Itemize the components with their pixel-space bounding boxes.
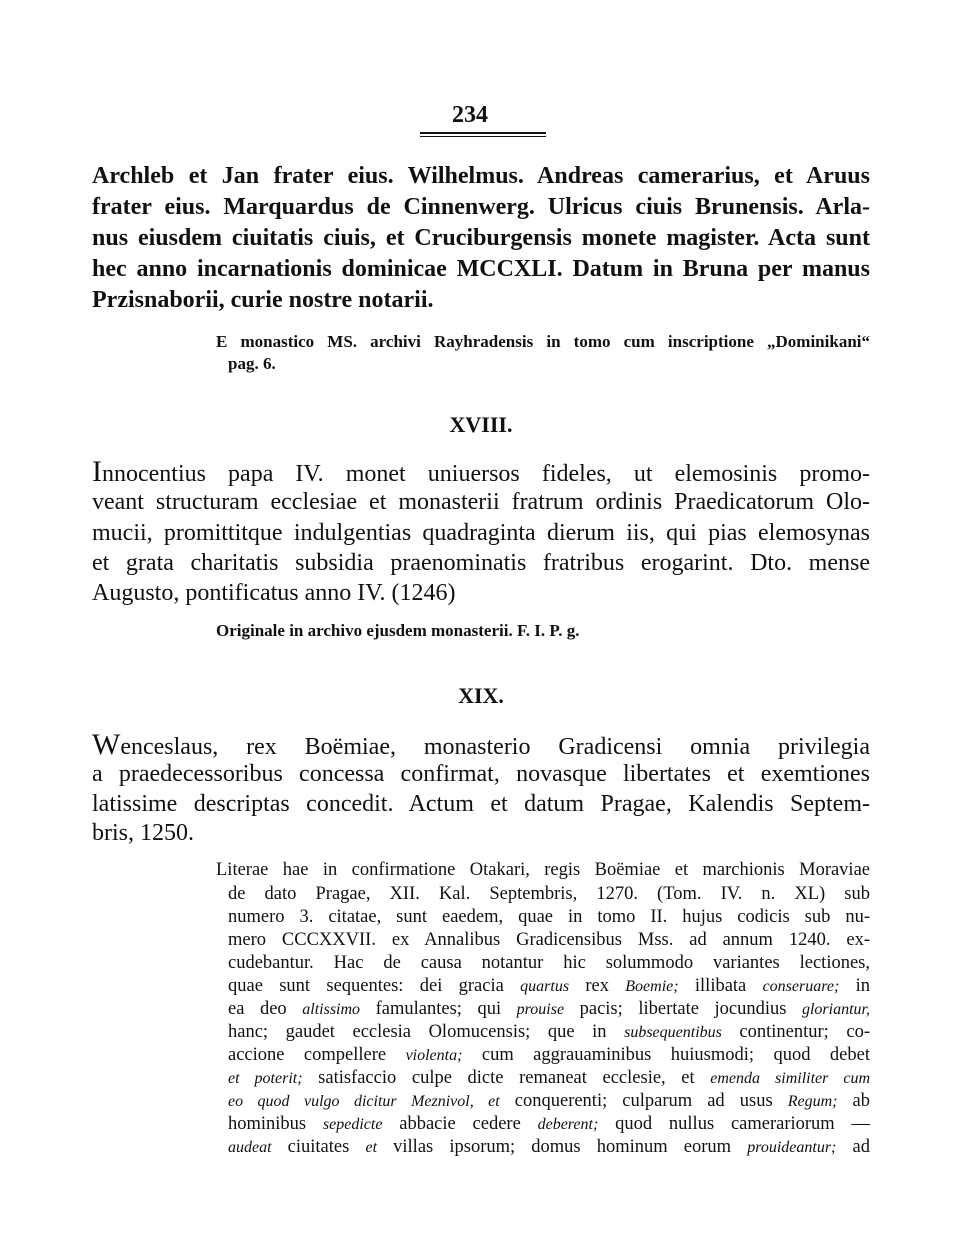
text-line: Archleb et Jan frater eius. Wilhelmus. Andreas camerarius, et Aruus — [92, 163, 870, 189]
initial-letter: W — [92, 728, 121, 761]
initial-letter: I — [92, 455, 102, 488]
note-text: accione compellere — [228, 1045, 406, 1065]
page-number-rule-thin — [420, 136, 546, 137]
note-line — [228, 1137, 870, 1158]
summary-first-line — [92, 455, 870, 489]
note-text: villas ipsorum; domus hominum eorum — [377, 1137, 748, 1157]
note-text: continentur; co- — [721, 1022, 870, 1042]
variant-reading: emenda similiter cum — [710, 1070, 871, 1087]
source-note: pag. 6. — [228, 354, 276, 373]
variant-reading: sepedicte — [322, 1116, 383, 1133]
source-note: Originale in archivo ejusdem monasterii. F. I. P. g. — [216, 621, 580, 640]
text-line: hec anno incarnationis dominicae MCCXLI. Datum in Bruna per manus — [92, 256, 870, 282]
note-line: numero 3. citatae, sunt eaedem, quae in tomo II. hujus codicis sub nu- — [228, 907, 870, 927]
source-note: E monastico MS. archivi Rayhradensis in tomo cum inscriptione „Dominikani“ — [216, 332, 870, 351]
note-line — [228, 1045, 870, 1066]
note-text: hominibus — [228, 1114, 323, 1134]
note-text: hanc; gaudet ecclesia Olomucensis; que in — [228, 1022, 625, 1042]
variant-reading: quartus — [520, 978, 570, 995]
note-text: ea deo — [228, 999, 303, 1019]
page-number: 234 — [452, 102, 488, 128]
note-line — [228, 1068, 870, 1089]
variant-reading: conseruare; — [762, 978, 840, 995]
text-line: mucii, promittitque indulgentias quadraginta dierum iis, qui pias elemosynas — [92, 520, 870, 546]
variant-reading: Boemie; — [625, 978, 679, 995]
note-text: illibata — [678, 976, 763, 996]
variant-reading: prouideantur; — [747, 1139, 837, 1156]
summary-text: enceslaus, rex Boëmiae, monasterio Gradicensi omnia privilegia — [120, 734, 870, 760]
note-text: abbacie cedere — [382, 1114, 538, 1134]
text-line: Augusto, pontificatus anno IV. (1246) — [92, 580, 456, 606]
text-line: latissime descriptas concedit. Actum et datum Pragae, Kalendis Septem- — [92, 791, 870, 817]
note-line — [228, 976, 870, 997]
note-text: famulantes; qui — [360, 999, 517, 1019]
summary-text: nnocentius papa IV. monet uniuersos fideles, ut elemosinis promo- — [102, 461, 870, 487]
note-text: ad — [836, 1137, 870, 1157]
variant-reading: violenta; — [405, 1047, 463, 1064]
note-line: de dato Pragae, XII. Kal. Septembris, 1270. (Tom. IV. n. XL) sub — [228, 884, 870, 904]
variant-reading: altissimo — [302, 1001, 361, 1018]
variant-reading: et poterit; — [228, 1070, 303, 1087]
note-text: ciuitates — [271, 1137, 366, 1157]
note-line — [228, 1091, 870, 1112]
note-text: rex — [569, 976, 626, 996]
summary-first-line — [92, 728, 870, 762]
text-line: a praedecessoribus concessa confirmat, novasque libertates et exemtiones — [92, 761, 870, 787]
note-text: cum aggrauaminibus huiusmodi; quod debet — [462, 1045, 870, 1065]
variant-reading: audeat — [228, 1139, 272, 1156]
note-text: satisfaccio culpe dicte remaneat ecclesie, et — [302, 1068, 711, 1088]
note-text: pacis; libertate jocundius — [564, 999, 802, 1019]
variant-reading: prouise — [516, 1001, 565, 1018]
note-text: in — [839, 976, 870, 996]
note-line: cudebantur. Hac de causa notantur hic solummodo variantes lectiones, — [228, 953, 870, 973]
note-text: ab — [837, 1091, 870, 1111]
note-line — [228, 1114, 870, 1135]
note-text: conquerenti; culparum ad usus — [499, 1091, 788, 1111]
note-line: mero CCCXXVII. ex Annalibus Gradicensibus Mss. ad annum 1240. ex- — [228, 930, 870, 950]
note-line — [228, 1022, 870, 1043]
note-text: quae sunt sequentes: dei gracia — [228, 976, 521, 996]
text-line: bris, 1250. — [92, 820, 194, 846]
variant-reading: gloriantur, — [801, 1001, 870, 1018]
variant-reading: subsequentibus — [624, 1024, 722, 1041]
variant-reading: Regum; — [787, 1093, 838, 1110]
document-number-heading: XVIII. — [449, 412, 513, 437]
text-line: nus eiusdem ciuitatis ciuis, et Cruciburgensis monete magister. Acta sunt — [92, 225, 870, 251]
variant-reading: deberent; — [537, 1116, 599, 1133]
text-line: frater eius. Marquardus de Cinnenwerg. Ulricus ciuis Brunensis. Arla- — [92, 194, 870, 220]
text-line: et grata charitatis subsidia praenominatis fratribus erogarint. Dto. mense — [92, 550, 870, 576]
document-number-heading: XIX. — [458, 683, 504, 708]
note-text: quod nullus camerariorum — — [598, 1114, 870, 1134]
text-line: Przisnaborii, curie nostre notarii. — [92, 287, 434, 313]
text-line: veant structuram ecclesiae et monasterii fratrum ordinis Praedicatorum Olo- — [92, 489, 870, 515]
page-number-rule — [420, 132, 546, 134]
variant-reading: eo quod vulgo dicitur Meznivol, et — [228, 1093, 500, 1110]
variant-reading: et — [365, 1139, 378, 1156]
note-line: Literae hae in confirmatione Otakari, regis Boëmiae et marchionis Moraviae — [216, 860, 870, 880]
note-line — [228, 999, 870, 1020]
